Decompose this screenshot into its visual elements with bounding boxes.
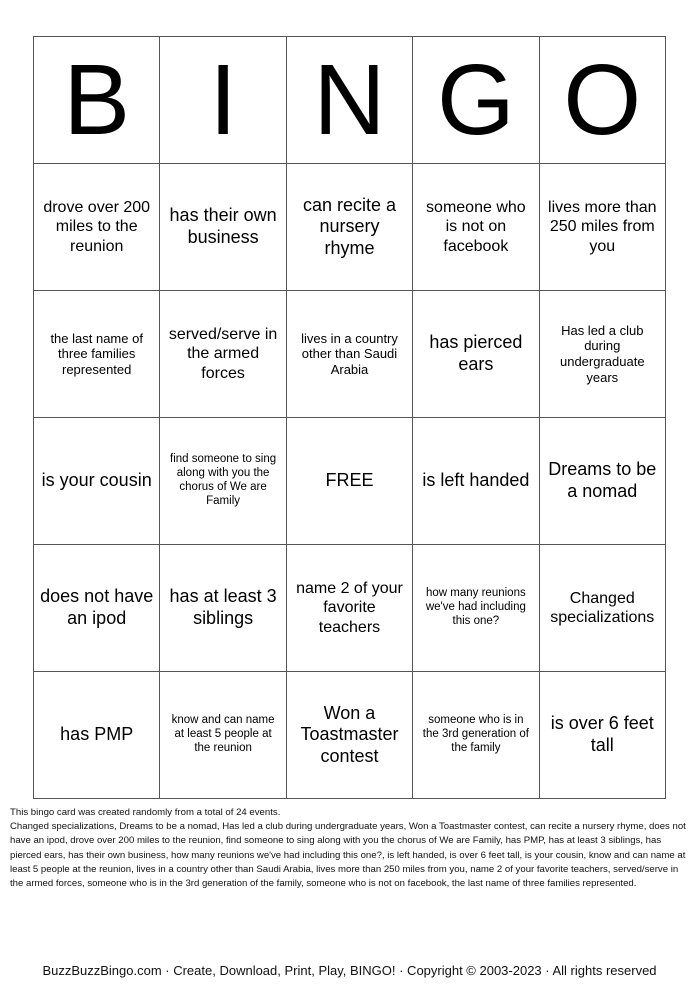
cell-text: has PMP <box>60 724 134 745</box>
cell-text: is left handed <box>422 470 530 491</box>
card-info-summary: This bingo card was created randomly from a total of 24 events. <box>10 807 281 818</box>
bingo-cell <box>539 164 665 291</box>
cell-text: name 2 of your favorite teachers <box>296 580 403 636</box>
bingo-card <box>33 36 666 799</box>
bingo-cell <box>413 291 539 418</box>
bingo-cell <box>160 545 286 672</box>
bingo-cell <box>286 672 412 799</box>
cell-text: how many reunions we've had including this one? <box>425 587 526 627</box>
cell-text: know and can name at least 5 people at the reunion <box>171 714 275 754</box>
bingo-cell <box>539 418 665 545</box>
cell-text: has pierced ears <box>429 332 523 374</box>
bingo-cell <box>34 418 160 545</box>
cell-text: has at least 3 siblings <box>169 586 277 628</box>
card-info <box>10 806 690 891</box>
bingo-row-1 <box>34 164 666 291</box>
bingo-cell <box>34 291 160 418</box>
bingo-cell <box>413 672 539 799</box>
bingo-cell <box>160 672 286 799</box>
bingo-cell <box>286 291 412 418</box>
cell-text: Changed specializations <box>550 589 655 626</box>
cell-text: someone who is not on facebook <box>426 199 526 255</box>
cell-text: is your cousin <box>41 470 152 491</box>
cell-text: lives more than 250 miles from you <box>548 199 657 255</box>
cell-text: lives in a country other than Saudi Arabia <box>301 330 398 377</box>
bingo-cell <box>286 545 412 672</box>
bingo-cell <box>160 291 286 418</box>
bingo-row-5 <box>34 672 666 799</box>
cell-text: is over 6 feet tall <box>550 713 654 755</box>
bingo-header-row <box>34 37 666 164</box>
header-letter-b: B <box>34 37 160 164</box>
cell-text: has their own business <box>169 205 277 247</box>
cell-text: someone who is in the 3rd generation of the family <box>422 714 529 754</box>
cell-text: served/serve in the armed forces <box>168 326 278 382</box>
bingo-row-4 <box>34 545 666 672</box>
bingo-cell <box>413 545 539 672</box>
bingo-cell <box>160 418 286 545</box>
header-letter-g: G <box>413 37 539 164</box>
free-space-text: FREE <box>325 470 374 491</box>
header-letter-o: O <box>539 37 665 164</box>
card-info-events-list: Changed specializations, Dreams to be a nomad, Has led a club during undergraduate years, Won a Toastmaster contest, can recite a nursery rhyme, does not have an ipod, drove over 200 miles to the reunion, find someone to sing along with you the chorus of We are Family, has PMP, has at least 3 siblings, has pierced ears, has their own business, how many reunions we've had including this one?, is left handed, is over 6 feet tall, is your cousin, know and can name at least 5 people at the reunion, lives in a country other than Saudi Arabia, lives more than 250 miles from you, name 2 of your favorite teachers, served/serve in the armed forces, someone who is in the 3rd generation of the family, someone who is not on facebook, the last name of three families represented. <box>10 821 686 890</box>
bingo-cell <box>160 164 286 291</box>
bingo-cell <box>539 291 665 418</box>
bingo-cell <box>413 418 539 545</box>
bingo-cell <box>34 545 160 672</box>
footer-copyright: BuzzBuzzBingo.com · Create, Download, Print, Play, BINGO! · Copyright © 2003-2023 · All rights reserved <box>42 963 657 978</box>
cell-text: Dreams to be a nomad <box>548 459 657 501</box>
bingo-row-3 <box>34 418 666 545</box>
bingo-row-2 <box>34 291 666 418</box>
cell-text: does not have an ipod <box>40 586 154 628</box>
bingo-cell <box>286 164 412 291</box>
cell-text: Won a Toastmaster contest <box>300 702 399 766</box>
cell-text: can recite a nursery rhyme <box>302 194 396 258</box>
cell-text: find someone to sing along with you the chorus of We are Family <box>170 453 277 507</box>
header-letter-i: I <box>160 37 286 164</box>
bingo-cell <box>539 672 665 799</box>
cell-text: the last name of three families represented <box>50 330 143 377</box>
cell-text: drove over 200 miles to the reunion <box>43 199 151 255</box>
bingo-cell <box>34 672 160 799</box>
bingo-cell <box>413 164 539 291</box>
bingo-cell <box>539 545 665 672</box>
bingo-cell <box>34 164 160 291</box>
cell-text: Has led a club during undergraduate years <box>559 322 645 385</box>
free-space-cell <box>286 418 412 545</box>
header-letter-n: N <box>286 37 412 164</box>
